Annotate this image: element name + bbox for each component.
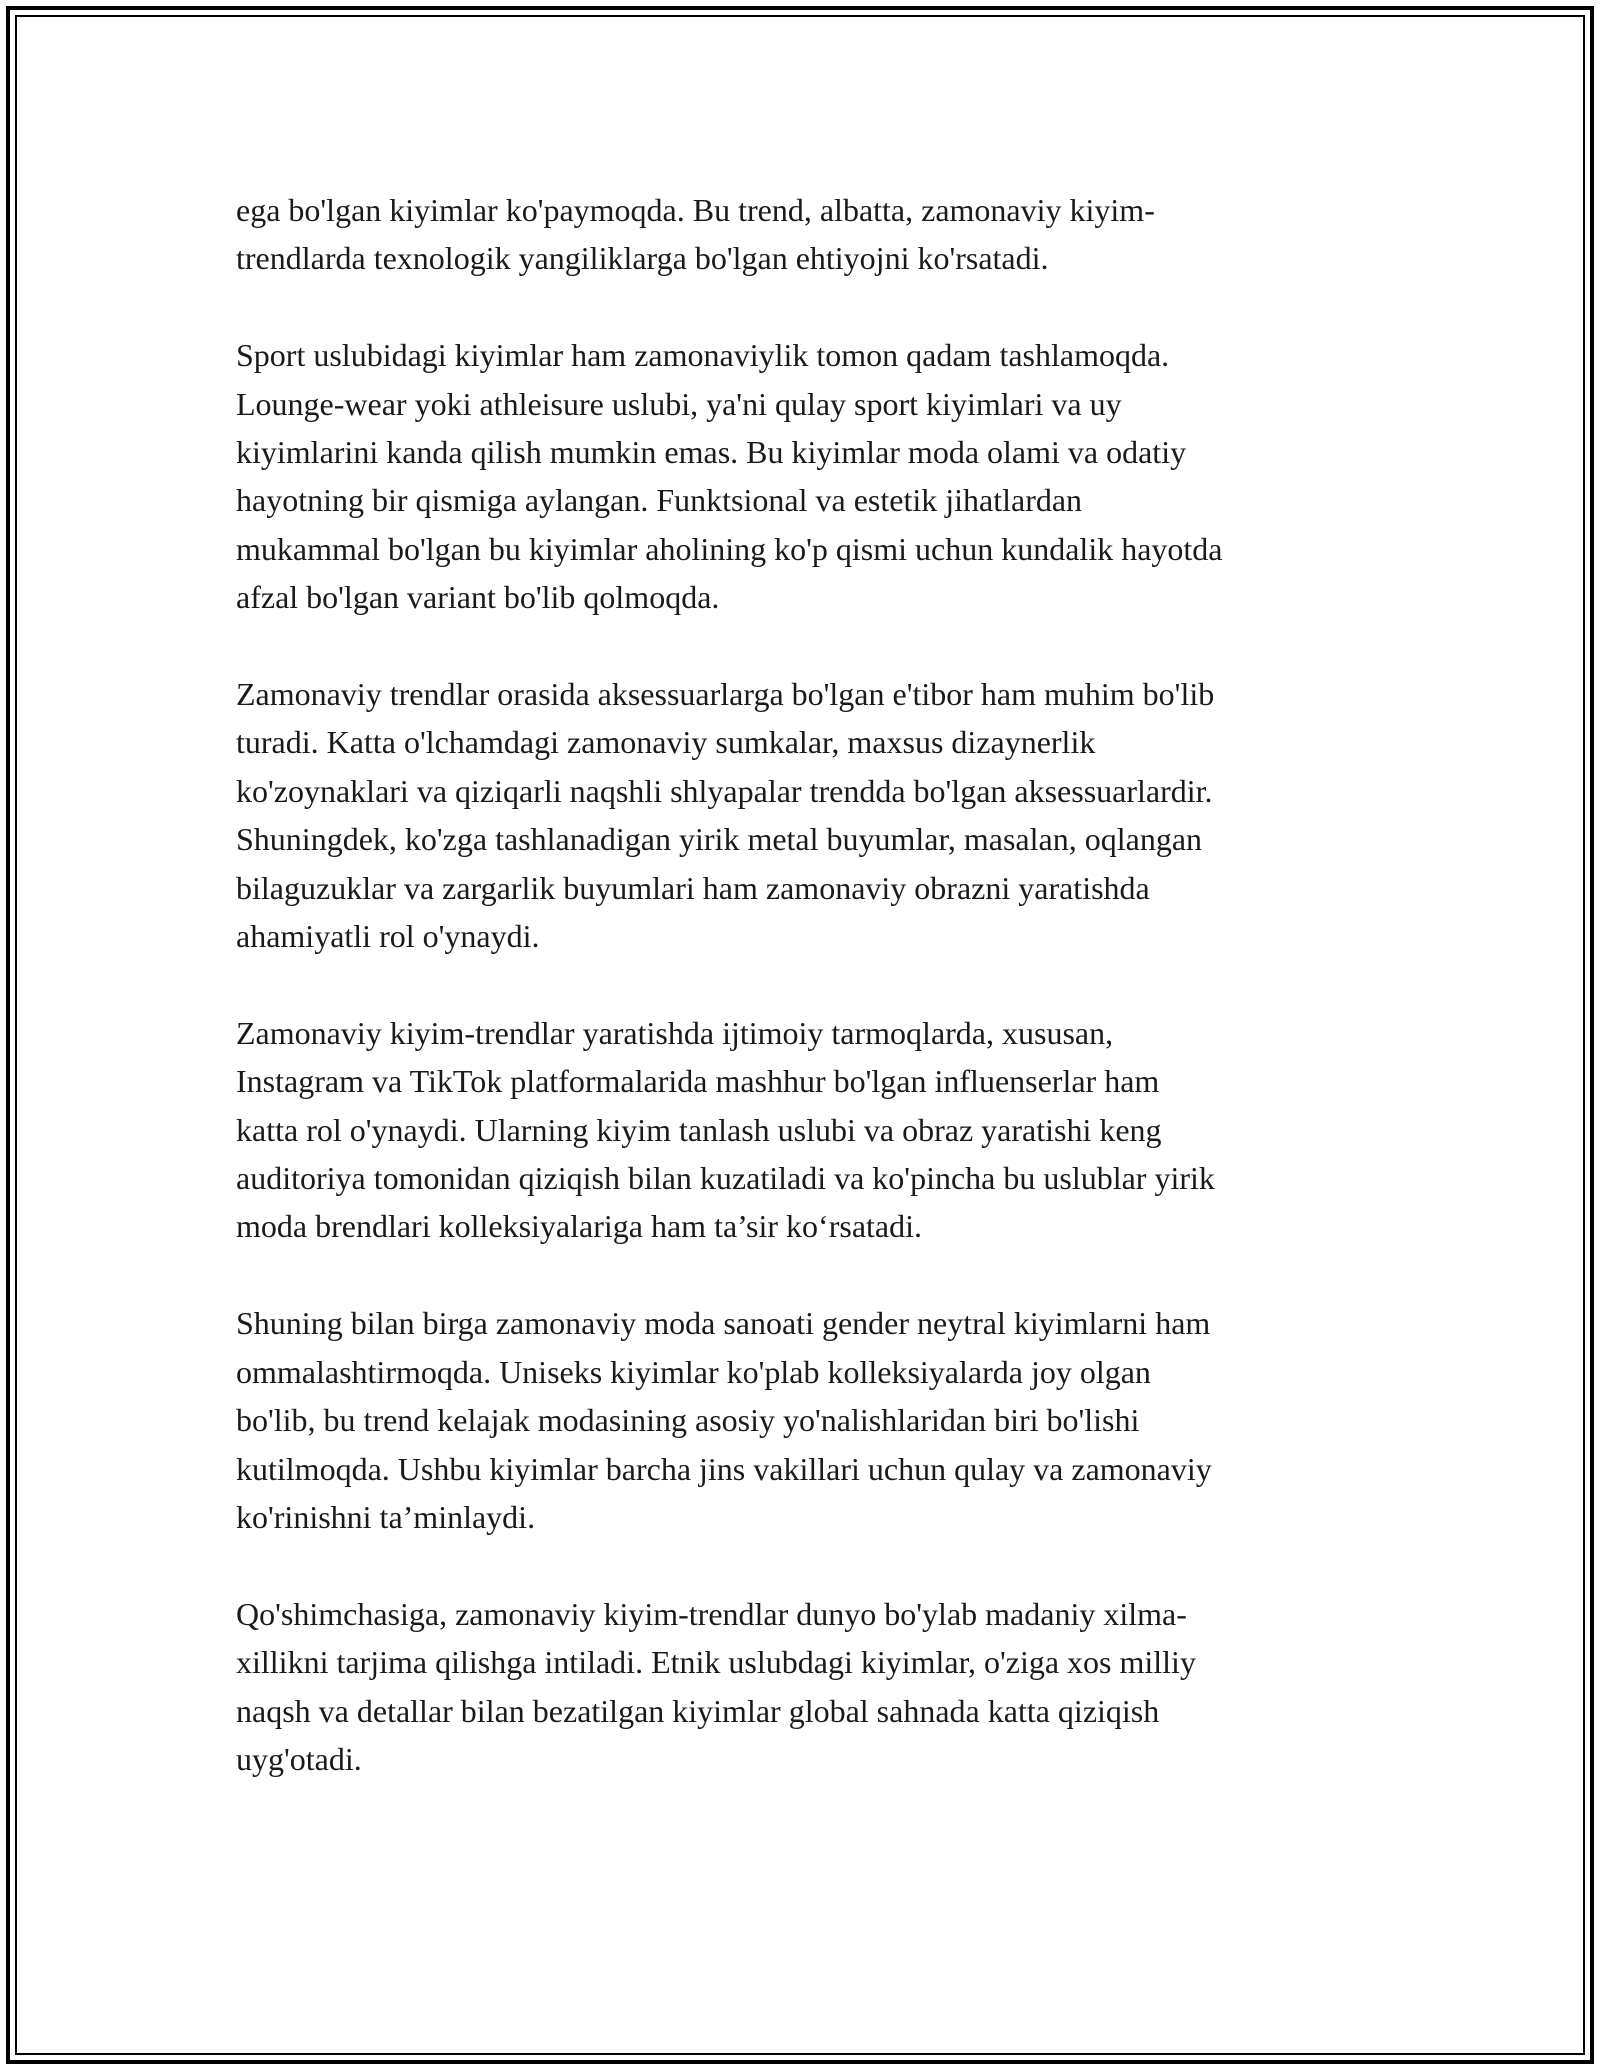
text-line: bilaguzuklar va zargarlik buyumlari ham zamonaviy obrazni yaratishda xyxy=(236,869,1150,906)
text-line: Lounge-wear yoki athleisure uslubi, ya'ni qulay sport kiyimlari va uy xyxy=(236,385,1122,422)
text-line: afzal bo'lgan variant bo'lib qolmoqda. xyxy=(236,579,720,616)
text-line: Instagram va TikTok platformalarida mashhur bo'lgan influenserlar ham xyxy=(236,1063,1160,1100)
text-line: Zamonaviy trendlar orasida aksessuarlarga bo'lgan e'tibor ham muhim bo'lib xyxy=(236,676,1215,713)
text-line: ahamiyatli rol o'ynaydi. xyxy=(236,918,540,955)
paragraph-4 xyxy=(236,1009,1376,1251)
text-line: katta rol o'ynaydi. Ularning kiyim tanlash uslubi va obraz yaratishi keng xyxy=(236,1111,1162,1148)
text-line: kutilmoqda. Ushbu kiyimlar barcha jins vakillari uchun qulay va zamonaviy xyxy=(236,1450,1212,1487)
text-line: ko'rinishni ta’minlaydi. xyxy=(236,1498,536,1535)
text-line: moda brendlari kolleksiyalariga ham ta’sir ko‘rsatadi. xyxy=(236,1208,922,1245)
text-line: naqsh va detallar bilan bezatilgan kiyimlar global sahnada katta qiziqish xyxy=(236,1692,1160,1729)
text-line: ko'zoynaklari va qiziqarli naqshli shlyapalar trendda bo'lgan aksessuarlardir. xyxy=(236,772,1213,809)
document-body xyxy=(236,186,1376,1832)
text-line: xillikni tarjima qilishga intiladi. Etnik uslubdagi kiyimlar, o'ziga xos milliy xyxy=(236,1644,1196,1681)
text-line: Qo'shimchasiga, zamonaviy kiyim-trendlar dunyo bo'ylab madaniy xilma- xyxy=(236,1595,1187,1632)
text-line: Sport uslubidagi kiyimlar ham zamonaviylik tomon qadam tashlamoqda. xyxy=(236,337,1170,374)
text-line: trendlarda texnologik yangiliklarga bo'lgan ehtiyojni ko'rsatadi. xyxy=(236,240,1049,277)
text-line: Shuning bilan birga zamonaviy moda sanoati gender neytral kiyimlarni ham xyxy=(236,1305,1211,1342)
text-line: mukammal bo'lgan bu kiyimlar aholining ko'p qismi uchun kundalik hayotda xyxy=(236,530,1223,567)
text-line: ommalashtirmoqda. Uniseks kiyimlar ko'plab kolleksiyalarda joy olgan xyxy=(236,1353,1151,1390)
paragraph-1 xyxy=(236,186,1376,283)
text-line: hayotning bir qismiga aylangan. Funktsional va estetik jihatlardan xyxy=(236,482,1083,519)
text-line: uyg'otadi. xyxy=(236,1740,362,1777)
paragraph-5 xyxy=(236,1299,1376,1541)
text-line: auditoriya tomonidan qiziqish bilan kuzatiladi va ko'pincha bu uslublar yirik xyxy=(236,1160,1215,1197)
paragraph-3 xyxy=(236,670,1376,960)
text-line: ega bo'lgan kiyimlar ko'paymoqda. Bu trend, albatta, zamonaviy kiyim- xyxy=(236,192,1155,228)
text-line: Zamonaviy kiyim-trendlar yaratishda ijtimoiy tarmoqlarda, xususan, xyxy=(236,1014,1114,1051)
paragraph-2 xyxy=(236,331,1376,621)
text-line: Shuningdek, ko'zga tashlanadigan yirik metal buyumlar, masalan, oqlangan xyxy=(236,821,1203,858)
paragraph-6 xyxy=(236,1590,1376,1784)
text-line: kiyimlarini kanda qilish mumkin emas. Bu kiyimlar moda olami va odatiy xyxy=(236,434,1187,471)
text-line: bo'lib, bu trend kelajak modasining asosiy yo'nalishlaridan biri bo'lishi xyxy=(236,1402,1140,1439)
text-line: turadi. Katta o'lchamdagi zamonaviy sumkalar, maxsus dizaynerlik xyxy=(236,724,1096,761)
